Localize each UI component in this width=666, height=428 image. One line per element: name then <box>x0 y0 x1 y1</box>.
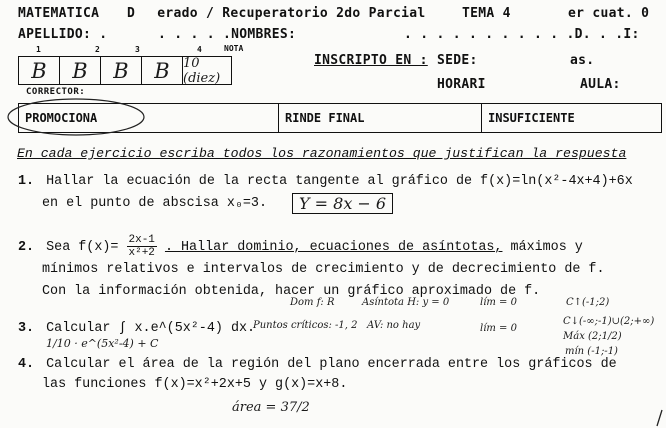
grade-cell-3: B <box>101 57 142 84</box>
note-decrecimiento: C↓(-∞;-1)∪(2;+∞) <box>563 316 655 327</box>
q2-text-line2: mínimos relativos e intervalos de crecimiento y de decrecimiento de f. <box>42 262 605 277</box>
instruction-text: En cada ejercicio escriba todos los razonamientos que justifican la respuesta <box>17 146 627 161</box>
q2-number: 2. <box>18 240 35 256</box>
result-promociona: PROMOCIONA <box>19 104 279 132</box>
note-maximo: Máx (2;1/2) <box>563 331 622 342</box>
nombres-label: . . . . .NOMBRES: <box>158 27 297 42</box>
grade-label-3: 3 <box>135 45 140 54</box>
result-rinde-final: RINDE FINAL <box>279 104 482 132</box>
note-asintota-h: Asíntota H: y = 0 <box>362 297 450 308</box>
grade-cell-4: B <box>142 57 183 84</box>
circle-mark-icon <box>4 95 154 139</box>
note-dominio: Dom f: R <box>290 297 335 308</box>
q2-tail-2: , ecuaciones de asíntotas, <box>293 240 503 256</box>
grade-label-1: 1 <box>36 45 41 54</box>
grade-label-2: 2 <box>95 45 100 54</box>
grade-label-4: 4 <box>197 45 202 54</box>
grade-cell-1: B <box>19 57 60 84</box>
note-crecimiento: C↑(-1;2) <box>566 297 610 308</box>
inscripto-label: INSCRIPTO EN : <box>314 53 428 68</box>
q2-tail-3: máximos y <box>502 240 583 256</box>
q4-answer: área = 37/2 <box>232 400 310 415</box>
note-av: AV: no hay <box>367 320 421 331</box>
q1-text-line2: en el punto de abscisa x₀=3. <box>42 196 267 211</box>
exam-title: erado / Recuperatorio 2do Parcial <box>157 6 426 21</box>
cuatrimestre-label: er cuat. 0 <box>568 6 650 21</box>
sede-label: SEDE: <box>437 53 478 68</box>
corrector-label: CORRECTOR: <box>26 87 86 97</box>
q2-lead: Sea f(x)= <box>46 240 119 256</box>
q2-fraction <box>127 234 157 259</box>
note-minimo: mín (-1;-1) <box>565 346 618 357</box>
subject-label: MATEMATICA <box>18 6 100 21</box>
horario-label: HORARI <box>437 77 486 92</box>
q2-tail-1: . Hallar dominio <box>164 240 294 256</box>
q2-fraction-numerator: 2x-1 <box>128 234 155 246</box>
note-lim-1: lím = 0 <box>480 297 517 308</box>
tema-label: TEMA 4 <box>462 6 511 21</box>
q3-number: 3. <box>18 321 35 336</box>
result-insuficiente: INSUFICIENTE <box>488 111 575 125</box>
q2-fraction-denominator: x²+2 <box>128 247 155 259</box>
q1-number: 1. <box>18 174 35 189</box>
grade-cell-nota: 10 (diez) <box>183 55 221 86</box>
dni-label: . . . . . . . . . . .D. . .I: <box>404 27 640 42</box>
sede-value: as. <box>570 53 595 68</box>
q3-answer: 1/10 · e^(5x²-4) + C <box>46 337 159 350</box>
note-lim-2: lím = 0 <box>480 323 517 334</box>
exam-title-start: D <box>127 6 136 21</box>
note-puntos-criticos: Puntos críticos: -1, 2 <box>253 320 358 331</box>
q2-text-line3: Con la información obtenida, hacer un gráfico aproximado de f. <box>42 284 541 299</box>
q4-number: 4. <box>18 357 35 372</box>
q3-text: Calcular ∫ x.e^(5x²-4) dx. <box>46 321 256 336</box>
grade-label-nota: NOTA <box>224 44 244 53</box>
apellido-label: APELLIDO: . <box>18 27 108 42</box>
q4-text-line2: las funciones f(x)=x²+2x+5 y g(x)=x+8. <box>42 377 348 392</box>
aula-label: AULA: <box>580 77 621 92</box>
grades-table <box>18 56 232 85</box>
q1-answer: Y = 8x − 6 <box>292 193 393 214</box>
q1-text-line1: Hallar la ecuación de la recta tangente al gráfico de f(x)=ln(x²-4x+4)+6x <box>46 174 633 189</box>
grade-cell-2: B <box>60 57 101 84</box>
q4-text-line1: Calcular el área de la región del plano encerrada entre los gráficos de <box>46 357 617 372</box>
pen-mark-icon <box>654 408 664 428</box>
